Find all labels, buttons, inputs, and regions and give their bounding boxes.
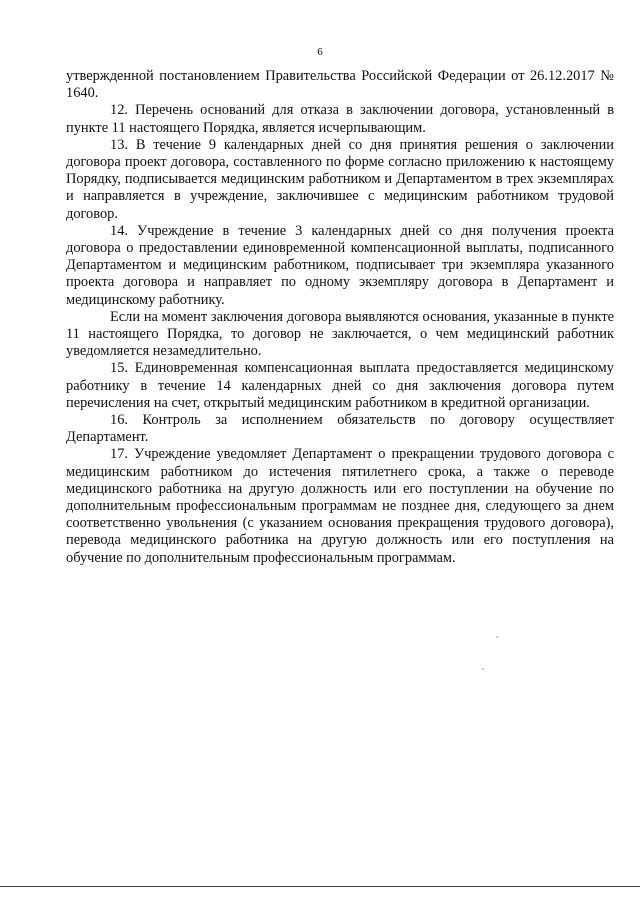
paragraph-item-12: 12. Перечень оснований для отказа в заключении договора, установленный в пункте 11 настоящего Порядка, является исчерпывающим. (66, 102, 614, 136)
scan-speck (496, 636, 498, 638)
document-body (66, 68, 614, 567)
scan-bottom-edge (0, 886, 640, 887)
paragraph-item-14-note: Если на момент заключения договора выявляются основания, указанные в пункте 11 настоящего Порядка, то договор не заключается, о чем медицинский работник уведомляется незамедлительно. (66, 308, 614, 360)
page-number: 6 (317, 46, 323, 58)
paragraph-item-17: 17. Учреждение уведомляет Департамент о прекращении трудового договора с медицинским работником до истечения пятилетнего срока, а также о переводе медицинского работника на другую должность или его поступлении на обучение по дополнительным профессиональным программам не позднее дня, следующего за днем соответственно увольнения (с указанием основания прекращения трудового договора), перевода медицинского работника на другую должность или его поступления на обучение по дополнительным профессиональным программам. (66, 446, 614, 566)
paragraph-item-14: 14. Учреждение в течение 3 календарных дней со дня получения проекта договора о предоставлении единовременной компенсационной выплаты, подписанного Департаментом и медицинским работником, подписывает три экземпляра указанного проекта договора и направляет по одному экземпляру договора в Департамент и медицинскому работнику. (66, 222, 614, 308)
paragraph-item-16: 16. Контроль за исполнением обязательств по договору осуществляет Департамент. (66, 412, 614, 446)
paragraph-item-13: 13. В течение 9 календарных дней со дня принятия решения о заключении договора проект договора, составленного по форме согласно приложению к настоящему Порядку, подписывается медицинским работником и Департаментом в трех экземплярах и направляется в учреждение, заключившее с медицинским работником трудовой договор. (66, 136, 614, 222)
paragraph-continuation: утвержденной постановлением Правительства Российской Федерации от 26.12.2017 № 1640. (66, 68, 614, 102)
scan-speck (482, 668, 484, 670)
paragraph-item-15: 15. Единовременная компенсационная выплата предоставляется медицинскому работнику в течение 14 календарных дней со дня заключения договора путем перечисления на счет, открытый медицинским работником в кредитной организации. (66, 360, 614, 411)
